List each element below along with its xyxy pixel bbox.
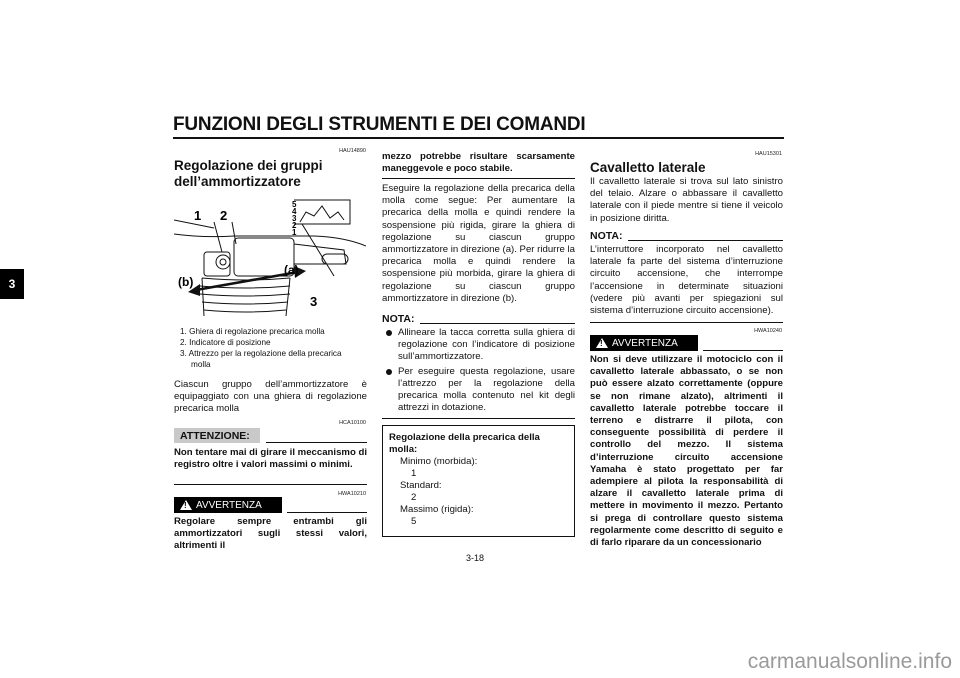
spec-std-label: Standard: [400, 480, 442, 491]
intro-paragraph: Ciascun gruppo dell’ammortizzatore è equipaggiato con una ghiera di regolazione precarica molla [174, 379, 367, 415]
nota-label: NOTA: [382, 313, 415, 325]
page-title: FUNZIONI DEGLI STRUMENTI E DEI COMANDI [173, 114, 586, 135]
spec-max-label: Massimo (rigida): [400, 504, 474, 515]
spec-std-value: 2 [411, 492, 417, 503]
warning-text: Non si deve utilizzare il motociclo con il cavalletto laterale abbassato, o se non può essere alzato correttamente (oppure se non rimane alzato), altrimenti il cavalletto laterale potrebbe toccare il terreno e distrarre il pilota, con conseguente possibilità di perdere il controllo del mezzo. Il sistema d’interruzione circuito accensione Yamaha è stato progettato per far adempiere al pilota la responsabilità di alzare il cavalletto laterale prima di mettere in movimento il mezzo. Pertanto si prega di controllare questo sistema regolarmente come descritto di seguito e di farlo riparare da un concessionario [590, 354, 783, 549]
figure-label-3: 3 [310, 294, 318, 309]
scale-2: 2 [292, 221, 297, 230]
caption-item: 1. Ghiera di regolazione precarica molla [180, 327, 325, 336]
warning-badge [174, 497, 282, 513]
section-heading: Cavalletto laterale [590, 160, 706, 175]
warning-code: HWA10210 [338, 491, 366, 497]
figure-captions [180, 326, 370, 370]
section-code: HAU14890 [339, 148, 366, 154]
chapter-tab: 3 [0, 269, 24, 299]
warning-icon: ! [596, 338, 608, 348]
nota-rule [628, 240, 783, 241]
nota-end-rule [590, 322, 783, 323]
figure-label-a: (a) [284, 263, 299, 277]
nota-rule [420, 323, 575, 324]
adjust-paragraph: Eseguire la regolazione della precarica della molla come segue: Per aumentare la precarica della molla e quindi rendere la sospensione più rigida, girare la ghiera di regolazione su ciascun gruppo ammortizzatore in direzione (a). Per ridurre la precarica molla e quindi rendere la sospensione più morbida, girare la ghiera di regolazione su ciascun gruppo ammortizzatore in direzione (b). [382, 183, 576, 304]
scale-1: 1 [292, 228, 297, 237]
list-item: Allineare la tacca corretta sulla ghiera di regolazione con l’indicatore di posizione sull’ammortizzatore. [386, 327, 575, 364]
scale-4: 4 [292, 207, 297, 216]
spec-min-label: Minimo (morbida): [400, 456, 478, 467]
spec-box [382, 425, 575, 537]
warning-rule [703, 350, 783, 351]
scale-3: 3 [292, 214, 297, 223]
header-rule [173, 137, 784, 139]
bullet-icon [386, 369, 392, 375]
caption-item: 3. Attrezzo per la regolazione della precarica [180, 349, 342, 358]
caption-item: 2. Indicatore di posizione [180, 338, 271, 347]
warning-label: AVVERTENZA [196, 499, 262, 511]
nota-end-rule [382, 418, 575, 419]
spec-min-value: 1 [411, 468, 417, 479]
warning-badge [590, 335, 698, 351]
bullet-icon [386, 330, 392, 336]
section-heading: Regolazione dei gruppi dell’ammortizzatore [174, 158, 323, 189]
caption-item: molla [191, 360, 211, 369]
nota-label: NOTA: [590, 230, 623, 242]
warning-end-rule [382, 178, 575, 179]
warning-text: Regolare sempre entrambi gli ammortizzatori sugli stessi valori, altrimenti il [174, 516, 367, 552]
sidestand-paragraph: Il cavalletto laterale si trova sul lato sinistro del telaio. Alzare o abbassare il cavalletto laterale con il piede mentre si tiene il veicolo in posizione diritta. [590, 176, 783, 224]
scale-5: 5 [292, 200, 297, 209]
list-item: Per eseguire questa regolazione, usare l’attrezzo per la regolazione della precarica molla contenuto nel kit degli attrezzi in dotazione. [386, 366, 575, 415]
attention-rule [266, 442, 367, 443]
warning-continued: mezzo potrebbe risultare scarsamente maneggevole e poco stabile. [382, 151, 575, 175]
warning-icon: ! [180, 500, 192, 510]
warning-rule [287, 512, 367, 513]
page-number: 3-18 [466, 553, 485, 563]
nota-text: L’interruttore incorporato nel cavalletto laterale fa parte del sistema d’interruzione circuito accensione, che interrompe l’accensione in determinate situazioni (vedere più avanti per spiegazioni sul sistema d’interruzione circuito accensione). [590, 244, 783, 317]
watermark: carmanualsonline.info [747, 650, 952, 673]
figure-label-b: (b) [178, 275, 194, 289]
figure-label-2: 2 [220, 208, 228, 223]
section-code: HAU15301 [755, 151, 782, 157]
spec-max-value: 5 [411, 516, 417, 527]
attention-badge: ATTENZIONE: [174, 428, 260, 443]
shock-absorber-figure [174, 194, 366, 322]
warning-label: AVVERTENZA [612, 337, 678, 349]
attention-code: HCA10100 [339, 420, 366, 426]
nota-bullets [386, 327, 575, 414]
spec-title: Regolazione della precarica della molla: [389, 432, 540, 455]
attention-end-rule [174, 484, 367, 485]
attention-text: Non tentare mai di girare il meccanismo di registro oltre i valori massimi o minimi. [174, 447, 367, 471]
warning-code: HWA10240 [754, 328, 782, 334]
figure-label-1: 1 [194, 208, 202, 223]
